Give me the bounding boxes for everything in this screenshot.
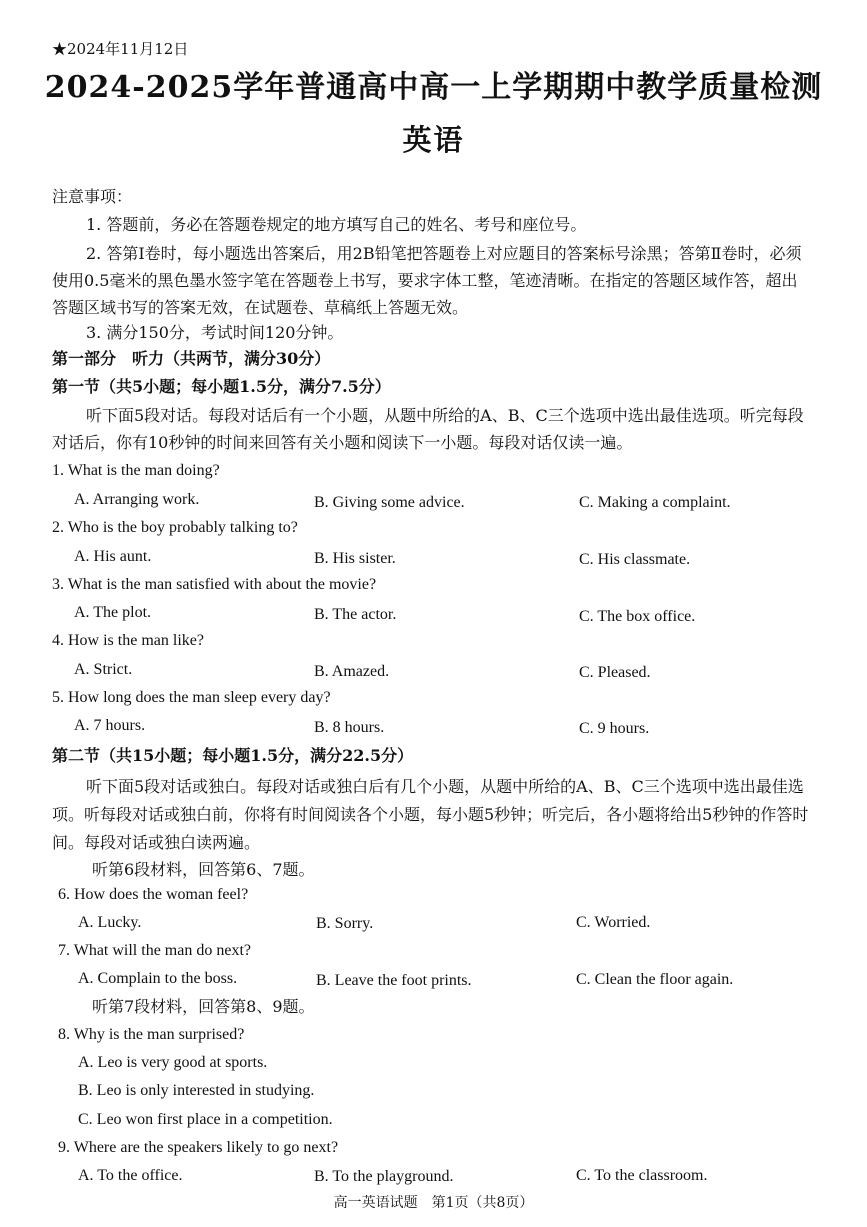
question-4-option-c: C. Pleased. [579,664,651,681]
question-1: 1. What is the man doing? [52,462,220,479]
question-2-option-a: A. His aunt. [74,548,152,565]
question-9-option-a: A. To the office. [78,1167,183,1184]
exam-subject: 英语 [402,123,465,157]
question-8: 8. Why is the man surprised? [58,1026,245,1043]
question-3-option-c: C. The box office. [579,608,696,625]
question-2-option-b: B. His sister. [314,550,396,567]
notice-item-1: 1. 答题前，务必在答题卷规定的地方填写自己的姓名、考号和座位号。 [86,215,587,234]
question-9: 9. Where are the speakers likely to go next? [58,1139,339,1156]
section2-instruction: 听下面5段对话或独白。每段对话或独白后有几个小题，从题中所给的A、B、C三个选项中选出最佳选项。听每段对话或独白前，你将有时间阅读各个小题，每小题5秒钟；听完后，各小题将给出5秒钟的作答时间。每段对话或独白读两遍。 [52,777,809,852]
exam-date: ★2024年11月12日 [52,40,189,58]
question-1-option-a: A. Arranging work. [74,491,200,508]
question-2: 2. Who is the boy probably talking to? [52,519,298,536]
question-4-option-b: B. Amazed. [314,663,390,680]
notice-item-3: 3. 满分150分，考试时间120分钟。 [86,323,344,342]
material-6-prompt: 听第6段材料，回答第6、7题。 [92,860,315,879]
section1-instruction: 听下面5段对话。每段对话后有一个小题，从题中所给的A、B、C三个选项中选出最佳选项。听完每段对话后，你有10秒钟的时间来回答有关小题和阅读下一小题。每段对话仅读一遍。 [52,406,804,452]
notice-heading: 注意事项： [52,187,133,206]
question-3-option-b: B. The actor. [314,606,397,623]
question-8-option-a: A. Leo is very good at sports. [78,1054,268,1071]
question-6-option-a: A. Lucky. [78,914,142,931]
notice-item-2: 2. 答第Ⅰ卷时，每小题选出答案后，用2B铅笔把答题卷上对应题目的答案标号涂黑；答第Ⅱ卷时，必须使用0.5毫米的黑色墨水签字笔在答题卷上书写，要求字体工整，笔迹清晰。在指定的答题区域作答，超出答题区域书写的答案无效，在试题卷、草稿纸上答题无效。 [52,244,802,317]
question-1-option-b: B. Giving some advice. [314,494,465,511]
page-footer: 高一英语试题 第1页（共8页） [333,1195,534,1211]
question-6-option-b: B. Sorry. [316,915,374,932]
question-6-option-c: C. Worried. [576,914,651,931]
question-3-option-a: A. The plot. [74,604,152,621]
question-4: 4. How is the man like? [52,632,204,649]
question-9-option-c: C. To the classroom. [576,1167,708,1184]
section2-heading: 第二节（共15小题；每小题1.5分，满分22.5分） [52,746,414,765]
question-7: 7. What will the man do next? [58,942,251,959]
question-7-option-b: B. Leave the foot prints. [316,972,472,989]
section1-heading: 第一节（共5小题；每小题1.5分，满分7.5分） [52,377,391,396]
question-5: 5. How long does the man sleep every day? [52,689,331,706]
question-6: 6. How does the woman feel? [58,886,249,903]
question-7-option-a: A. Complain to the boss. [78,970,238,987]
question-8-option-c: C. Leo won first place in a competition. [78,1111,333,1128]
question-1-option-c: C. Making a complaint. [579,494,731,511]
question-4-option-a: A. Strict. [74,661,133,678]
question-5-option-c: C. 9 hours. [579,720,650,737]
exam-title: 2024-2025学年普通高中高一上学期期中教学质量检测 [44,70,823,105]
question-3: 3. What is the man satisfied with about the movie? [52,576,377,593]
material-7-prompt: 听第7段材料，回答第8、9题。 [92,997,315,1016]
question-8-option-b: B. Leo is only interested in studying. [78,1082,315,1099]
question-9-option-b: B. To the playground. [314,1168,454,1185]
question-5-option-b: B. 8 hours. [314,719,385,736]
question-7-option-c: C. Clean the floor again. [576,971,734,988]
part1-heading: 第一部分 听力（共两节，满分30分） [52,349,331,368]
question-5-option-a: A. 7 hours. [74,717,146,734]
question-2-option-c: C. His classmate. [579,551,691,568]
